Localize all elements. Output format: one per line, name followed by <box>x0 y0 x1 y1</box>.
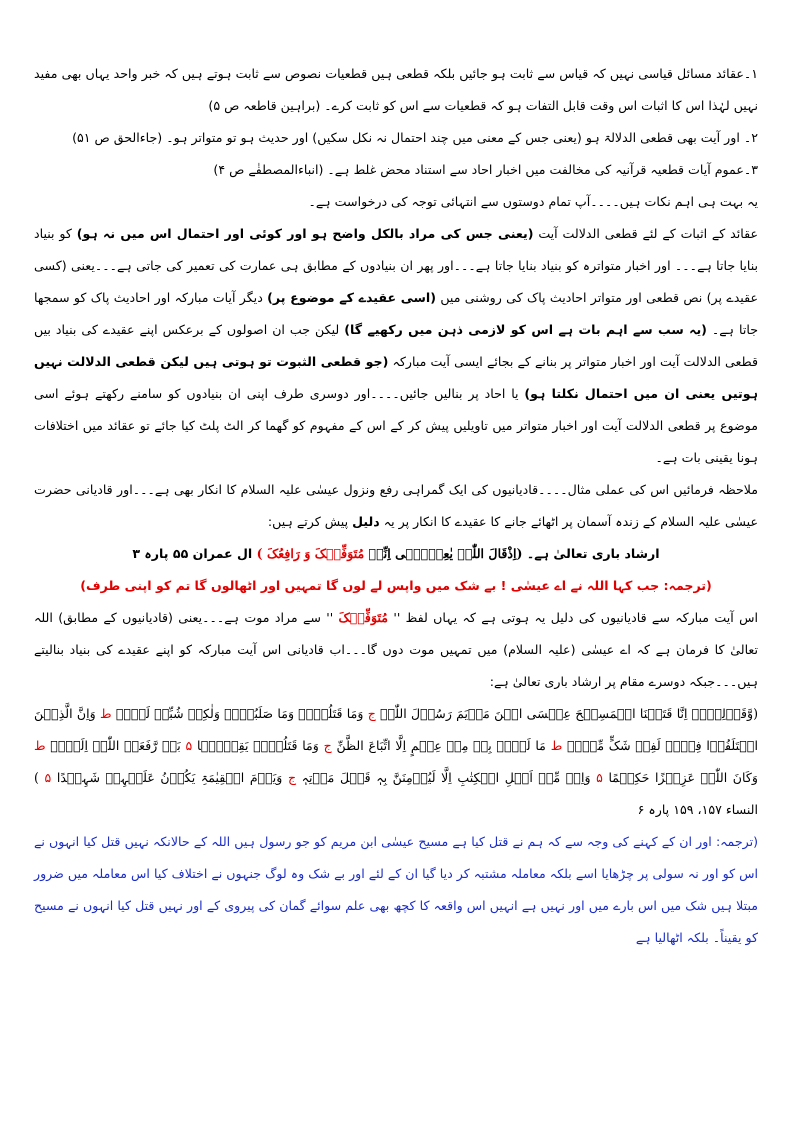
nisa-segment-10: ) <box>34 770 39 785</box>
paragraph-qadiani-argument <box>34 602 758 698</box>
verse-arabic-highlight: مُتَوَفِّیۡکَ وَ رَافِعُکَ <box>267 546 365 561</box>
nisa-segment-9: وَیَوۡمَ الۡقِیٰمَۃِ یَکُوۡنُ عَلَیۡہِمۡ شَہِیۡدًا <box>56 770 283 785</box>
ayah-end-mark-3: ۵ <box>44 770 52 785</box>
verse-reference: ال عمران ۵۵ پارہ ۳ <box>132 546 253 561</box>
translation-al-imran: (ترجمہ: جب کہا اللہ نے اے عیسٰی ! بے شک میں واپس لے لوں گا تمہیں اور اٹھالوں گا تم کو اپنی طرف) <box>80 578 712 593</box>
paragraph-principles <box>34 218 758 474</box>
waqf-mark-3: ط <box>550 738 563 753</box>
principles-bold-f: (یہ سب سے اہم بات ہے اس کو لازمی ذہن میں رکھیے گا) <box>344 322 707 337</box>
principles-bold-d: (اسی عقیدے کے موضوع پر) <box>267 290 437 305</box>
translation-an-nisa: (ترجمہ: اور ان کے کہنے کی وجہ سے کہ ہم نے قتل کیا ہے مسیح عیسٰی ابن مریم کو جو رسول ہیں اللہ کے حالانکہ نہیں قتل کیا انہوں نے اس کو اور نہ سولی پر چڑھایا اسے بلکہ معاملہ مشتبہ کر دیا گیا ان کے لئے اور بے شک وہ لوگ جنہوں نے اختلاف کیا اس معاملہ میں ضرور مبتلا ہیں شک میں اس بارے میں اور نہیں ہے انہیں اس واقعہ کا کچھ بھی علم سوائے گمان کی پیروی کے اور نہیں قتل کیا انہوں نے مسیح کو یقیناً۔ بلکہ اٹھالیا ہے <box>34 834 758 945</box>
nisa-segment-3: وَاِنَّ الَّذِیۡنَ اخۡتَلَفُوۡا فِیۡہِ لَفِیۡ شَکٍّ مِّنۡہُ <box>34 706 758 753</box>
argument-text-b: '' سے مراد موت ہے۔۔۔یعنی (قادیانیوں کے مطابق) اللہ تعالیٰ کا فرمان ہے کہ اے عیسٰی (علیہ السلام) میں تمہیں موت دوں گا۔۔۔اب قادیانی اس آیت مبارکہ کو اپنے عقیدے کی بنیاد بنالیتے ہیں۔۔۔جبکہ دوسرے مقام پر ارشاد باری تعالیٰ ہے: <box>34 610 758 689</box>
paragraph-example-intro <box>34 474 758 538</box>
verse-an-nisa <box>34 698 758 826</box>
nisa-segment-1: (وَّقَوۡلِہِمۡ اِنَّا قَتَلۡنَا الۡمَسِیۡحَ عِیۡسَی ابۡنَ مَرۡیَمَ رَسُوۡلَ اللّٰہِ <box>380 706 758 721</box>
nisa-segment-4: مَا لَہُمۡ بِہٖ مِنۡ عِلۡمٍ اِلَّا اتِّبَاعَ الظَّنِّ <box>336 738 546 753</box>
principles-text-e: دیگر آیات مبارکہ اور احادیث پاک کو سمجھا جاتا ہے۔ <box>34 290 758 337</box>
example-text-a: ملاحظہ فرمائیں اس کی عملی مثال۔۔۔۔قادیانیوں کی ایک گمراہی رفع ونزول عیسٰی علیہ السلام کا انکار بھی ہے۔۔۔اور قادیانی حضرت عیسٰی علیہ السلام کے زندہ آسمان پر اٹھائے جانے کا عقیدے کا انکار پر یہ <box>34 482 758 529</box>
verse-intro: ارشاد باری تعالیٰ ہے۔ <box>526 546 660 561</box>
nisa-reference: النساء ۱۵۷، ۱۵۹ پارہ ۶ <box>637 802 758 817</box>
principles-bold-b: (یعنی جس کی مراد بالکل واضح ہو اور کوئی اور احتمال اس میں نہ ہو) <box>76 226 534 241</box>
ayah-end-mark-2: ۵ <box>596 770 603 785</box>
paragraph-point-1: ۱۔عقائد مسائل قیاسی نہیں کہ قیاس سے ثابت ہو جائیں بلکہ قطعی ہیں قطعیات نصوص سے ثابت ہوتے ہیں کہ خبر واحد یہاں بھی مفید نہیں لہٰذا اس کا اثبات اس وقت قابل التفات ہو کہ قطعیات سے اس کو ثابت کرے۔ (براہین قاطعہ ص ۵) <box>34 66 758 113</box>
principles-text-i: یا احاد پر بنالیں جائیں۔۔۔۔اور دوسری طرف اپنی ان بنیادوں کو سامنے رکھتے ہوئے اسی موضوع پر قطعی الدلالت آیت اور اخبار متواتر میں تاویلیں پیش کر کے اس کے مفہوم کو گھما کر الٹ پلٹ کیا جائے تو عقائد میں اختلافات ہونا یقینی بات ہے۔ <box>34 386 758 465</box>
nisa-segment-7: وَکَانَ اللّٰہُ عَزِیۡزًا حَکِیۡمًا <box>608 770 758 785</box>
argument-text-a: اس آیت مبارکہ سے قادیانیوں کی دلیل یہ ہوتی ہے کہ یہاں لفظ '' <box>393 610 758 625</box>
nisa-segment-5: وَمَا قَتَلُوۡہُ یَقِیۡنًۢا <box>197 738 319 753</box>
waqf-mark-4: ج <box>323 738 332 753</box>
verse-arabic-close: ) <box>256 546 263 561</box>
principles-text-a: عقائد کے اثبات کے لئے قطعی الدلالت آیت <box>538 226 758 241</box>
nisa-segment-6: بَلۡ رَّفَعَہُ اللّٰہُ اِلَیۡہِ <box>50 738 181 753</box>
paragraph-point-2: ۲۔ اور آیت بھی قطعی الدلالۃ ہو (یعنی جس کے معنی میں چند احتمال نہ نکل سکیں) اور حدیث ہو تو متواتر ہو۔ (جاءالحق ص ۵۱) <box>72 130 758 145</box>
example-text-c: پیش کرتے ہیں: <box>267 514 349 529</box>
waqf-mark-2: ط <box>100 706 112 721</box>
argument-red-word: مُتَوَفِّیۡکَ <box>338 610 389 625</box>
waqf-mark-5: ط <box>34 738 46 753</box>
paragraph-important-note: یہ بہت ہی اہم نکات ہیں۔۔۔۔آپ تمام دوستوں سے انتہائی توجہ کی درخواست ہے۔ <box>308 194 758 209</box>
principles-bold-h: (جو قطعی الثبوت تو ہوتی ہیں لیکن قطعی الدلالت نہیں ہوتیں یعنی ان میں احتمال نکلتا ہو) <box>34 354 758 401</box>
nisa-segment-8: وَاِنۡ مِّنۡ اَہۡلِ الۡکِتٰبِ اِلَّا لَیُؤۡمِنَنَّ بِہٖ قَبۡلَ مَوۡتِہٖ <box>301 770 591 785</box>
ayah-end-mark-1: ۵ <box>185 738 193 753</box>
document-page <box>34 58 758 954</box>
waqf-mark-1: ج <box>367 706 376 721</box>
principles-text-g: لیکن جب ان اصولوں کے برعکس اپنے عقیدے کی بنیاد بیں قطعی الدلالت آیت اور اخبار متواتر پر بنانے کے بجائے ایسی آیت مبارکہ <box>34 322 758 369</box>
nisa-segment-2: وَمَا قَتَلُوۡہُ وَمَا صَلَبُوۡہُ وَلٰکِنۡ شُبِّہَ لَہُمۡ <box>115 706 364 721</box>
paragraph-point-3: ۳۔عموم آیات قطعیہ قرآنیہ کی مخالفت میں اخبار احاد سے استناد محض غلط ہے۔ (انباءالمصطفٰے ص ۴) <box>213 162 758 177</box>
verse-arabic-start: (اِذْقَالَ اللّٰہُ یٰعِیۡسٰۤی اِنِّیۡ <box>368 546 523 561</box>
principles-text-c: کو بنیاد بنایا جاتا ہے۔۔۔ اور اخبار متواترہ کو بنیاد بنایا جاتا ہے۔۔۔اور پھر ان بنیادوں کے مطابق ہی عمارت کی تعمیر کی جاتی ہے۔۔۔یعنی (کسی عقیدے پر) نص قطعی اور متواتر احادیث پاک کی روشنی میں <box>34 226 758 305</box>
verse-al-imran <box>34 538 758 570</box>
waqf-mark-6: ج <box>287 770 297 785</box>
example-bold-b: دلیل <box>352 514 380 529</box>
